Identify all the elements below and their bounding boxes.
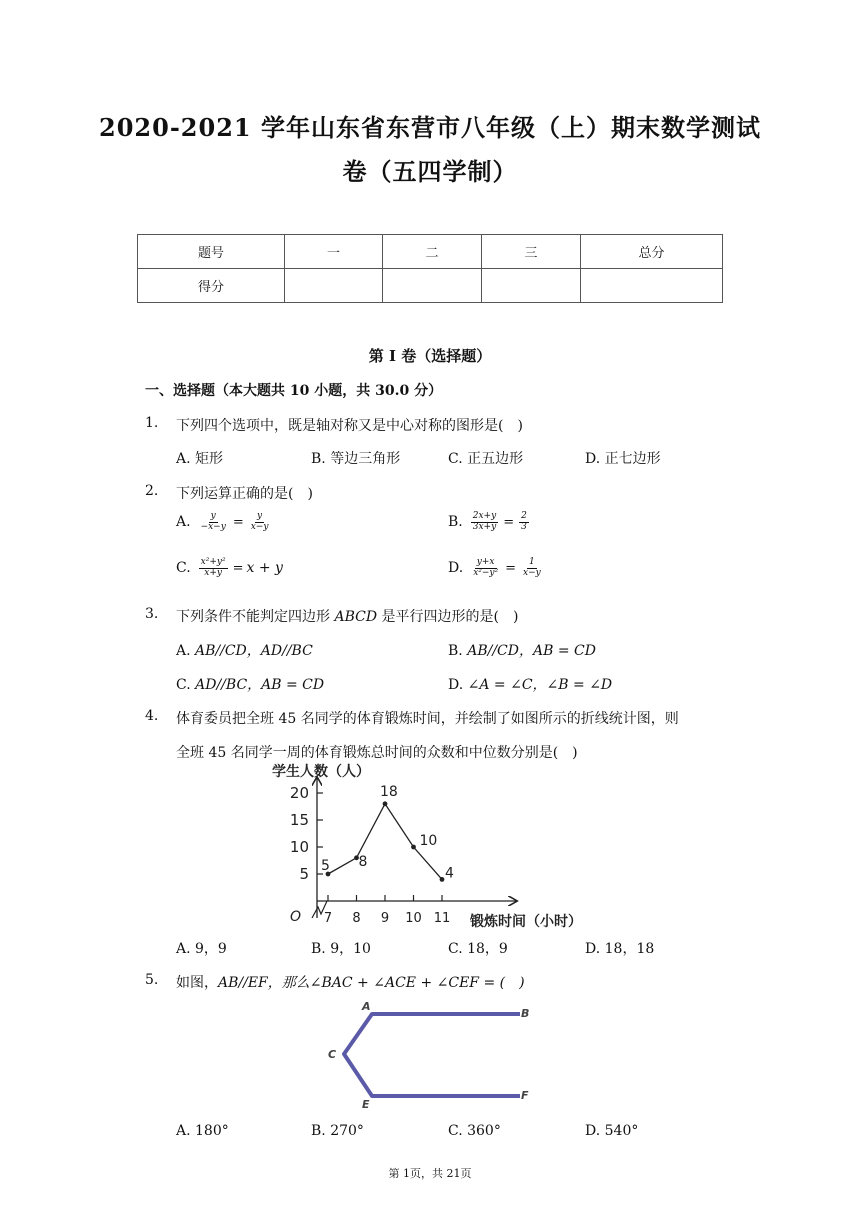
numerator: y+x [476,557,495,567]
question-number: 4. [145,708,159,724]
option-b: B. 等边三角形 [311,451,401,467]
option-label: B. [448,643,463,659]
data-label: 10 [419,833,438,849]
figure-polyline [344,1014,520,1096]
data-label: 4 [445,865,454,882]
score-cell [383,269,482,303]
score-row-label: 得分 [138,269,285,303]
fraction [519,512,529,533]
equals-sign: = [232,514,244,530]
fraction [199,558,228,579]
numerator: y [257,511,263,521]
y-tick-label: 15 [289,811,309,829]
y-tick-label: 20 [289,784,309,802]
denominator: 3x+y [472,521,497,532]
option-label: D. [448,677,464,693]
point-label-c: C [328,1048,337,1061]
option-c: C. 18，9 [448,941,508,957]
denominator: x−y [523,567,541,578]
score-table [137,234,723,303]
fraction [471,512,498,533]
question-text [176,972,525,992]
option-label: B. [448,514,463,531]
equals-sign: = [503,514,515,530]
option-d: D. 18，18 [585,941,655,957]
question-math: AB//EF，那么∠BAC + ∠ACE + ∠CEF = ( ) [218,975,525,991]
denominator: 3 [521,521,527,532]
question-text: 下列四个选项中，既是轴对称又是中心对称的图形是( ) [176,418,523,434]
score-cell [482,269,581,303]
origin-label: O [290,909,302,925]
score-cell [581,269,723,303]
option-a [176,640,313,660]
denominator: x+y [204,567,222,578]
option-d: D. 540° [585,1123,639,1139]
x-axis-title: 锻炼时间（小时） [470,914,582,930]
numerator: 1 [529,557,535,567]
option-c [176,558,283,579]
x-tick-label: 9 [380,911,390,926]
text-pre: 如图， [176,975,218,991]
fraction [521,558,543,579]
option-d [448,558,545,579]
question-text-line2: 全班 45 名同学一周的体育锻炼总时间的众数和中位数分别是( ) [176,745,578,761]
numerator: x²+y² [200,557,226,567]
data-point [440,877,445,882]
text-pre: 下列条件不能判定四边形 [176,609,335,625]
option-a: A. 矩形 [176,451,224,467]
fraction [471,558,500,579]
doc-title-line2: 卷（五四学制） [342,157,518,186]
denominator: x²−y² [473,567,499,578]
doc-title-line1: 2020-2021 学年山东省东营市八年级（上）期末数学测试 [99,113,761,142]
option-math: ∠A = ∠C，∠B = ∠D [467,677,613,693]
score-table-header-row [138,235,723,269]
rhs-expression: x + y [246,560,283,577]
question-text: 下列运算正确的是( ) [176,486,313,502]
data-label: 8 [358,853,368,870]
x-tick-label: 11 [433,911,451,926]
question-number: 5. [145,972,159,988]
option-c: C. 360° [448,1123,501,1139]
option-label: D. [448,560,464,577]
option-b: B. 9，10 [311,941,371,957]
y-tick-label: 5 [299,865,309,883]
option-d: D. 正七边形 [585,451,661,467]
data-label: 18 [380,783,398,800]
point-label-f: F [521,1089,529,1102]
point-label-a: A [362,1000,371,1013]
option-c [176,674,324,694]
fraction [249,512,271,533]
option-label: A. [176,514,191,531]
numerator: y [210,511,216,521]
text-post: 是平行四边形的是( ) [377,609,519,625]
score-header-cell: 一 [285,235,383,269]
option-a: A. 9，9 [176,941,227,957]
option-math: AB//CD，AB = CD [467,643,596,659]
chart-marks [290,784,454,926]
geometry-figure [320,998,540,1110]
option-c: C. 正五边形 [448,451,524,467]
line-chart [260,758,600,934]
point-label-b: B [521,1007,530,1020]
x-tick-label: 7 [323,911,333,926]
score-header-cell: 总分 [581,235,723,269]
y-tick-label: 10 [289,838,309,856]
option-math: AD//BC，AB = CD [195,677,325,693]
equals-sign: = [505,560,517,576]
x-tick-label: 8 [352,911,361,926]
data-label: 5 [321,858,330,874]
option-b: B. 270° [311,1123,364,1139]
denominator: −x−y [200,521,226,532]
part-title: 第 I 卷（选择题） [368,347,492,365]
score-header-cell: 题号 [138,235,285,269]
question-text-line1: 体育委员把全班 45 名同学的体育锻炼时间，并绘制了如图所示的折线统计图，则 [176,711,679,727]
numerator: 2 [521,511,527,521]
option-label: C. [176,560,191,577]
data-point [383,801,388,806]
score-header-cell: 三 [482,235,581,269]
section-heading: 一、选择题（本大题共 10 小题，共 30.0 分） [145,383,443,399]
score-table-row [138,269,723,303]
question-number: 1. [145,415,159,431]
option-d [448,674,612,694]
option-label: C. [176,677,191,693]
option-b [448,512,531,533]
option-a [176,512,272,533]
point-label-e: E [362,1098,370,1110]
option-math: AB//CD，AD//BC [195,643,313,659]
score-header-cell: 二 [383,235,482,269]
option-label: A. [176,643,191,659]
page-footer: 第 1页，共 21页 [388,1167,472,1180]
score-cell [285,269,383,303]
y-axis-title: 学生人数（人） [272,764,370,780]
equals-sign: = [232,560,244,576]
denominator: x−y [250,521,269,532]
quadrilateral-name: ABCD [334,609,378,625]
data-point [411,845,416,850]
x-tick-label: 10 [405,911,422,926]
question-number: 3. [145,606,159,622]
fraction [199,512,228,533]
numerator: 2x+y [472,511,497,521]
question-number: 2. [145,483,159,499]
option-b [448,640,596,660]
option-a: A. 180° [176,1123,229,1139]
question-text [176,606,518,626]
